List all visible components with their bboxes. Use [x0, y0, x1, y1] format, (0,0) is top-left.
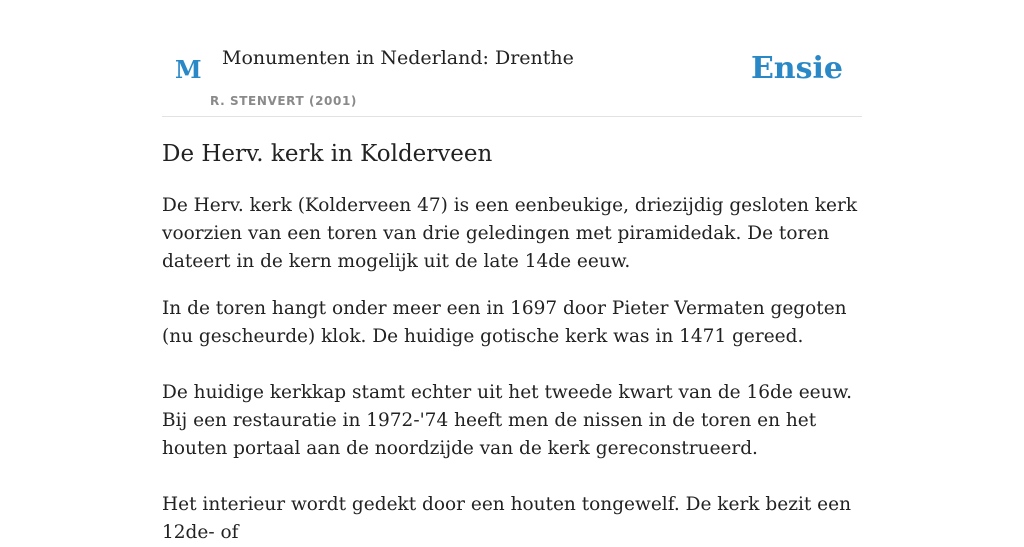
book-title-link[interactable]: Monumenten in Nederland: Drenthe	[222, 47, 574, 69]
brand-logo[interactable]: Ensie	[750, 51, 843, 86]
article-title: De Herv. kerk in Kolderveen	[162, 141, 493, 167]
article	[162, 136, 862, 547]
article-paragraph: Het interieur wordt gedekt door een houten tongewelf. De kerk bezit een 12de- of	[162, 494, 851, 543]
book-logo[interactable]: M	[175, 55, 202, 84]
header	[162, 0, 862, 117]
article-paragraph: De huidige kerkkap stamt echter uit het tweede kwart van de 16de eeuw. Bij een restauratie in 1972-'74 heeft men de nissen in de toren en het houten portaal aan de noordzijde van de kerk gereconstrueerd.	[162, 382, 853, 459]
article-paragraph: In de toren hangt onder meer een in 1697 door Pieter Vermaten gegoten (nu gescheurde) klok. De huidige gotische kerk was in 1471 gereed.	[162, 298, 847, 347]
author-label: R. STENVERT (2001)	[210, 94, 357, 108]
article-paragraph: De Herv. kerk (Kolderveen 47) is een eenbeukige, driezijdig gesloten kerk voorzien van een toren van drie geledingen met piramidedak. De toren dateert in de kern mogelijk uit de late 14de eeuw.	[162, 195, 858, 272]
